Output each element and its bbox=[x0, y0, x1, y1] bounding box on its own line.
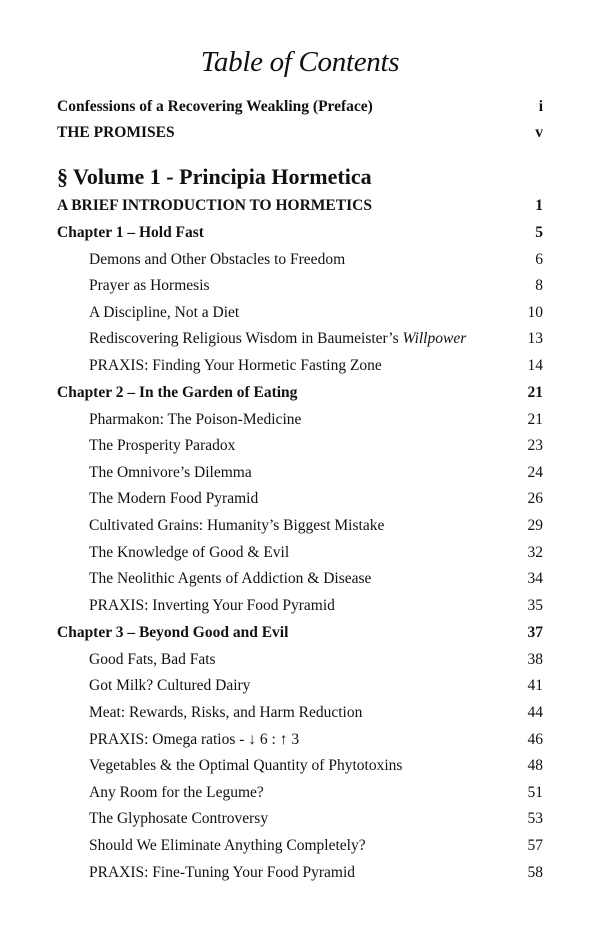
section-title: Prayer as Hormesis bbox=[89, 277, 210, 294]
section-title: Should We Eliminate Anything Completely? bbox=[89, 837, 366, 854]
section-title bbox=[89, 326, 466, 352]
volume-title: Volume 1 - Principia Hormetica bbox=[73, 164, 372, 189]
section-title: The Neolithic Agents of Addiction & Disease bbox=[89, 570, 372, 587]
page-number: 35 bbox=[527, 597, 543, 614]
section-title: Demons and Other Obstacles to Freedom bbox=[89, 251, 346, 268]
toc-section[interactable] bbox=[89, 647, 543, 673]
section-title: The Modern Food Pyramid bbox=[89, 490, 259, 507]
section-title: The Omnivore’s Dilemma bbox=[89, 464, 252, 481]
page-number: 38 bbox=[527, 651, 543, 668]
section-title: The Prosperity Paradox bbox=[89, 437, 236, 454]
toc-section[interactable] bbox=[89, 540, 543, 566]
toc-entry-introduction[interactable] bbox=[57, 193, 543, 219]
page-number: i bbox=[538, 98, 543, 115]
page-number: 46 bbox=[527, 731, 543, 748]
toc-section[interactable] bbox=[89, 513, 543, 539]
page-number: 21 bbox=[527, 411, 543, 428]
section-title-text: Rediscovering Religious Wisdom in Baumeister’s bbox=[89, 330, 403, 347]
page-number: 57 bbox=[527, 837, 543, 854]
toc-entry-promises[interactable] bbox=[57, 120, 543, 146]
entry-title: THE PROMISES bbox=[57, 124, 175, 141]
toc-section[interactable] bbox=[89, 780, 543, 806]
toc-section[interactable] bbox=[89, 673, 543, 699]
toc-section[interactable] bbox=[89, 860, 543, 886]
toc-section[interactable] bbox=[89, 433, 543, 459]
page-number: 21 bbox=[527, 384, 543, 401]
page-number: 6 bbox=[535, 251, 543, 268]
page-number: 1 bbox=[535, 197, 543, 214]
toc-chapter-1[interactable] bbox=[57, 220, 543, 246]
toc-chapter-2[interactable] bbox=[57, 380, 543, 406]
toc-section[interactable] bbox=[89, 753, 543, 779]
page-number: 5 bbox=[535, 224, 543, 241]
page-number: 14 bbox=[527, 357, 543, 374]
page-number: 48 bbox=[527, 757, 543, 774]
page-number: 32 bbox=[527, 544, 543, 561]
page-number: 29 bbox=[527, 517, 543, 534]
book-title: Willpower bbox=[402, 330, 467, 347]
toc-section[interactable] bbox=[89, 300, 543, 326]
toc-section[interactable] bbox=[89, 566, 543, 592]
page-number: 58 bbox=[527, 864, 543, 881]
section-title: PRAXIS: Finding Your Hormetic Fasting Zone bbox=[89, 357, 382, 374]
chapter-title: Chapter 1 – Hold Fast bbox=[57, 224, 204, 241]
page-number: 34 bbox=[527, 570, 543, 587]
page-number: 13 bbox=[527, 330, 543, 347]
chapter-title: Chapter 3 – Beyond Good and Evil bbox=[57, 624, 289, 641]
section-title: Cultivated Grains: Humanity’s Biggest Mistake bbox=[89, 517, 385, 534]
toc-section[interactable] bbox=[89, 806, 543, 832]
section-title: Any Room for the Legume? bbox=[89, 784, 264, 801]
toc-section[interactable] bbox=[89, 460, 543, 486]
section-sign: § bbox=[57, 164, 68, 189]
section-title: Got Milk? Cultured Dairy bbox=[89, 677, 251, 694]
section-title: PRAXIS: Fine-Tuning Your Food Pyramid bbox=[89, 864, 356, 881]
page-number: 24 bbox=[527, 464, 543, 481]
toc-section[interactable] bbox=[89, 486, 543, 512]
section-title: A Discipline, Not a Diet bbox=[89, 304, 240, 321]
section-title: PRAXIS: Omega ratios - ↓ 6 : ↑ 3 bbox=[89, 731, 300, 748]
chapter-title: Chapter 2 – In the Garden of Eating bbox=[57, 384, 298, 401]
section-title: Pharmakon: The Poison-Medicine bbox=[89, 411, 302, 428]
page-number: 23 bbox=[527, 437, 543, 454]
page-number: 8 bbox=[535, 277, 543, 294]
page-title: Table of Contents bbox=[200, 46, 400, 78]
page-number: 41 bbox=[527, 677, 543, 694]
page-number: 51 bbox=[527, 784, 543, 801]
page-number: 10 bbox=[527, 304, 543, 321]
toc-section[interactable] bbox=[89, 273, 543, 299]
volume-heading bbox=[57, 162, 372, 192]
section-title: The Glyphosate Controversy bbox=[89, 810, 269, 827]
toc-section[interactable] bbox=[89, 700, 543, 726]
toc-section[interactable] bbox=[89, 247, 543, 273]
page-number: v bbox=[535, 124, 543, 141]
toc-section[interactable] bbox=[89, 353, 543, 379]
toc-section[interactable] bbox=[89, 326, 543, 352]
toc-section[interactable] bbox=[89, 727, 543, 753]
entry-title: Confessions of a Recovering Weakling (Preface) bbox=[57, 98, 373, 115]
page-number: 53 bbox=[527, 810, 543, 827]
section-title: PRAXIS: Inverting Your Food Pyramid bbox=[89, 597, 335, 614]
toc-entry-preface[interactable] bbox=[57, 94, 543, 120]
page-number: 37 bbox=[527, 624, 543, 641]
entry-title: A BRIEF INTRODUCTION TO HORMETICS bbox=[57, 197, 372, 214]
section-title: Vegetables & the Optimal Quantity of Phytotoxins bbox=[89, 757, 403, 774]
page-number: 44 bbox=[527, 704, 543, 721]
section-title: The Knowledge of Good & Evil bbox=[89, 544, 290, 561]
section-title: Meat: Rewards, Risks, and Harm Reduction bbox=[89, 704, 363, 721]
page-number: 26 bbox=[527, 490, 543, 507]
toc-chapter-3[interactable] bbox=[57, 620, 543, 646]
toc-section[interactable] bbox=[89, 593, 543, 619]
toc-section[interactable] bbox=[89, 407, 543, 433]
section-title: Good Fats, Bad Fats bbox=[89, 651, 216, 668]
toc-section[interactable] bbox=[89, 833, 543, 859]
